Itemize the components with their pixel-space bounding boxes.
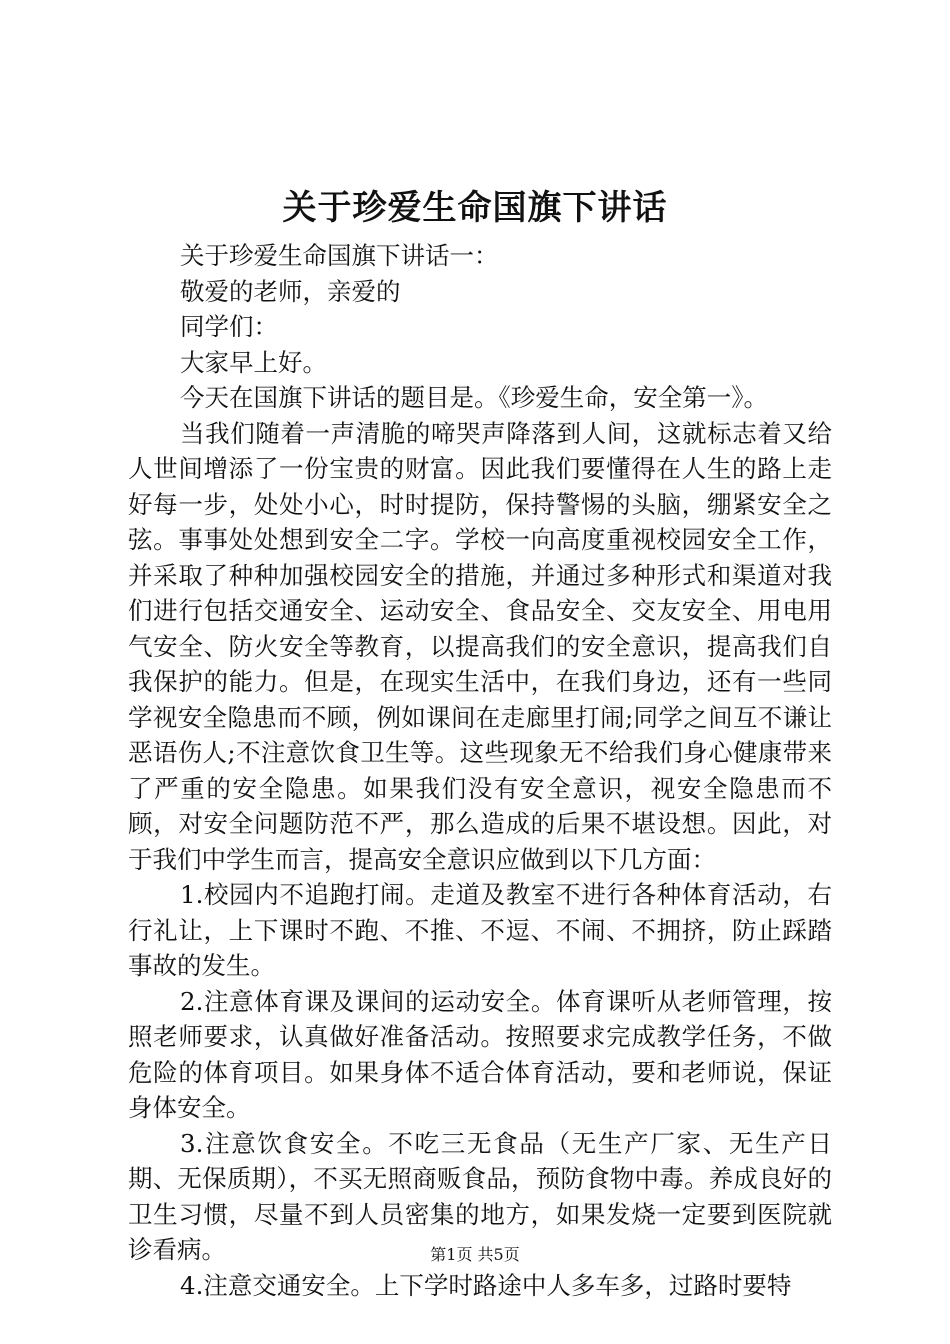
paragraph-item-1: 1.校园内不追跑打闹。走道及教室不进行各种体育活动，右行礼让，上下课时不跑、不推、不逗、不闹、不拥挤，防止踩踏事故的发生。 xyxy=(128,880,832,980)
paragraph-opening: 关于珍爱生命国旗下讲话一： xyxy=(180,241,499,270)
paragraph-main: 当我们随着一声清脆的啼哭声降落到人间，这就标志着又给人世间增添了一份宝贵的财富。因此我们要懂得在人生的路上走好每一步，处处小心，时时提防，保持警惕的头脑，绷紧安全之弦。事事处处想到安全二字。学校一向高度重视校园安全工作，并采取了种种加强校园安全的措施，并通过多种形式和渠道对我们进行包括交通安全、运动安全、食品安全、交友安全、用电用气安全、防火安全等教育，以提高我们的安全意识，提高我们自我保护的能力。但是，在现实生活中，在我们身边，还有一些同学视安全隐患而不顾，例如课间在走廊里打闹;同学之间互不谦让恶语伤人;不注意饮食卫生等。这些现象无不给我们身心健康带来了严重的安全隐患。如果我们没有安全意识，视安全隐患而不顾，对安全问题防范不严，那么造成的后果不堪设想。因此，对于我们中学生而言，提高安全意识应做到以下几方面： xyxy=(128,418,832,874)
paragraph-item-4: 4.注意交通安全。上下学时路途中人多车多，过路时要特 xyxy=(180,1270,792,1300)
paragraph-item-2: 2.注意体育课及课间的运动安全。体育课听从老师管理，按照老师要求，认真做好准备活动。按照要求完成教学任务，不做危险的体育项目。如果身体不适合体育活动，要和老师说，保证身体安全。 xyxy=(128,986,832,1122)
paragraph-topic: 今天在国旗下讲话的题目是。《珍爱生命，安全第一》。 xyxy=(180,383,768,412)
paragraph-good-morning: 大家早上好。 xyxy=(180,347,327,377)
page-footer: 第1页 共5页 xyxy=(430,1245,520,1264)
paragraph-greeting-teachers: 敬爱的老师，亲爱的 xyxy=(180,276,401,306)
document-body xyxy=(128,238,832,1303)
paragraph-greeting-students: 同学们： xyxy=(180,312,278,341)
paragraph-item-3: 3.注意饮食安全。不吃三无食品（无生产厂家、无生产日期、无保质期），不买无照商贩食品，预防食物中毒。养成良好的卫生习惯，尽量不到人员密集的地方，如果发烧一定要到医院就诊看病。 xyxy=(128,1128,832,1264)
document-title: 关于珍爱生命国旗下讲话 xyxy=(282,188,668,228)
